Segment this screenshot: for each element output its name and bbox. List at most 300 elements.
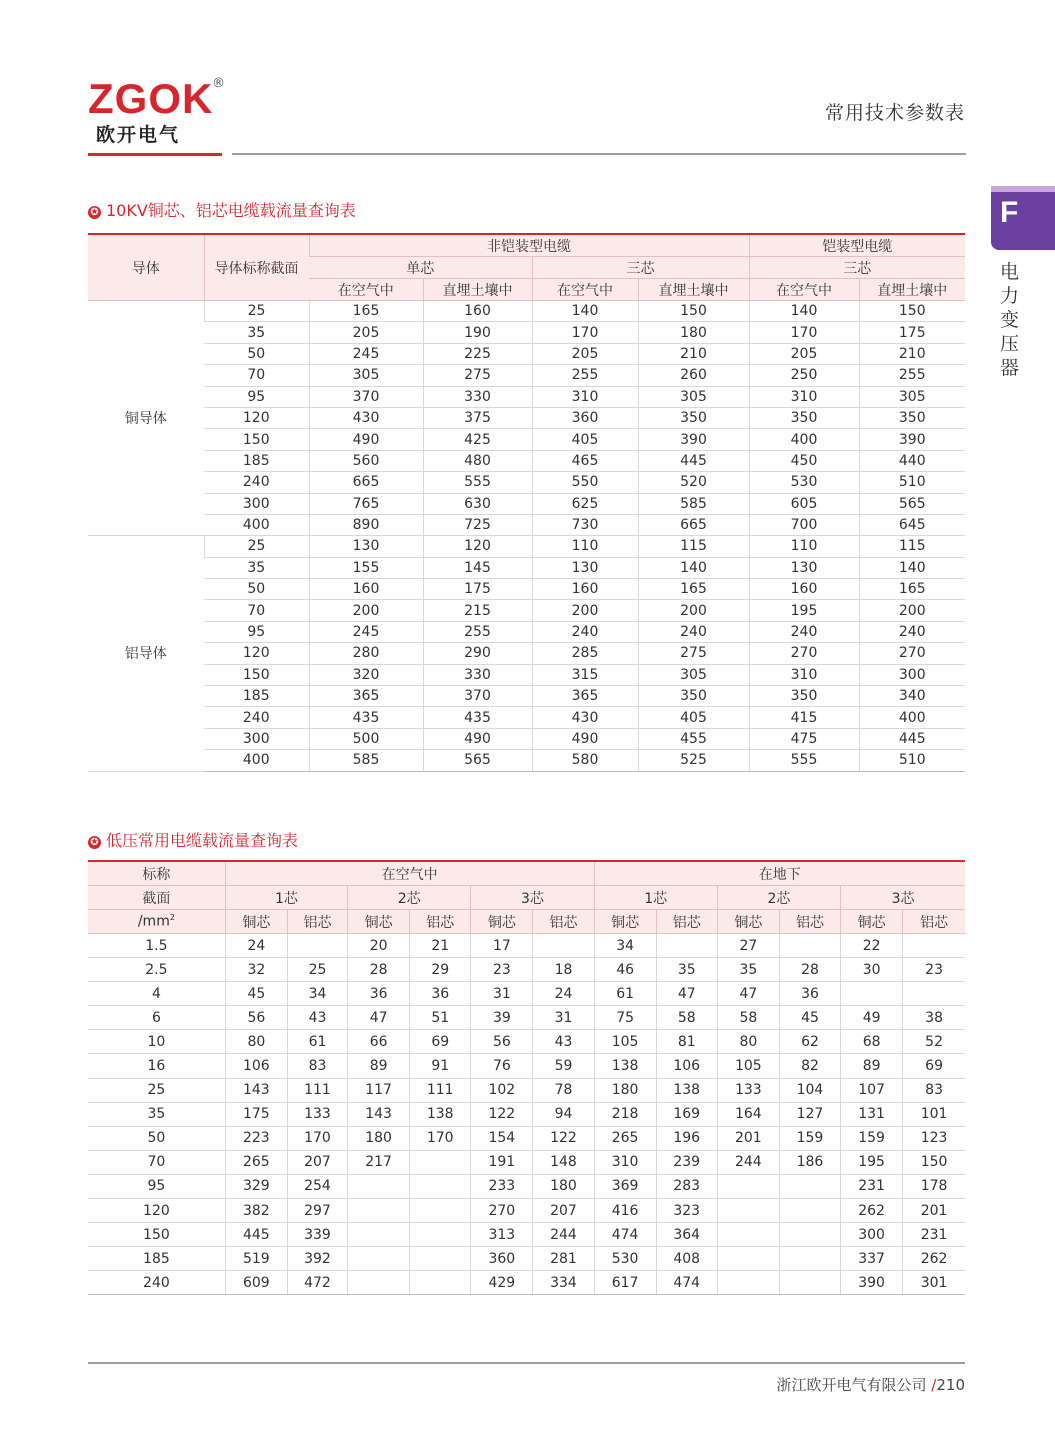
current-cell bbox=[410, 1150, 471, 1174]
current-cell: 455 bbox=[638, 728, 749, 749]
current-cell: 69 bbox=[903, 1054, 965, 1078]
header-conductor-material: 铜芯 bbox=[841, 910, 903, 934]
current-cell: 133 bbox=[717, 1078, 779, 1102]
current-cell: 83 bbox=[903, 1078, 965, 1102]
current-cell bbox=[410, 1247, 471, 1271]
current-cell: 31 bbox=[533, 1006, 594, 1030]
current-cell: 330 bbox=[423, 386, 532, 407]
current-cell: 30 bbox=[841, 958, 903, 982]
current-cell: 148 bbox=[533, 1150, 594, 1174]
header-divider bbox=[232, 153, 966, 155]
header-in-air: 在空气中 bbox=[225, 861, 594, 886]
lv-cable-table bbox=[88, 860, 965, 1295]
current-cell: 290 bbox=[423, 643, 532, 664]
header-single-core: 单芯 bbox=[309, 257, 532, 279]
current-cell: 191 bbox=[471, 1150, 533, 1174]
current-cell: 265 bbox=[225, 1150, 287, 1174]
table-row bbox=[88, 322, 965, 343]
current-cell: 310 bbox=[594, 1150, 656, 1174]
table-row bbox=[88, 343, 965, 364]
header-in-soil: 直埋土壤中 bbox=[859, 279, 965, 301]
current-cell: 186 bbox=[779, 1150, 840, 1174]
section-size-cell: 35 bbox=[204, 322, 309, 343]
section-size-cell: 185 bbox=[88, 1247, 225, 1271]
current-cell: 25 bbox=[287, 958, 347, 982]
section-size-cell: 240 bbox=[204, 472, 309, 493]
header-core-count: 2芯 bbox=[348, 886, 471, 910]
current-cell: 223 bbox=[225, 1126, 287, 1150]
current-cell: 530 bbox=[749, 472, 859, 493]
current-cell: 435 bbox=[309, 707, 423, 728]
current-cell: 400 bbox=[859, 707, 965, 728]
header-conductor-material: 铝芯 bbox=[410, 910, 471, 934]
current-cell: 350 bbox=[638, 686, 749, 707]
current-cell: 105 bbox=[717, 1054, 779, 1078]
current-cell bbox=[410, 1223, 471, 1247]
current-cell: 245 bbox=[309, 343, 423, 364]
table-row bbox=[88, 686, 965, 707]
current-cell: 39 bbox=[471, 1006, 533, 1030]
current-cell: 138 bbox=[594, 1054, 656, 1078]
current-cell: 231 bbox=[903, 1223, 965, 1247]
current-cell: 130 bbox=[749, 557, 859, 578]
current-cell: 275 bbox=[638, 643, 749, 664]
current-cell: 110 bbox=[749, 536, 859, 557]
current-cell: 49 bbox=[841, 1006, 903, 1030]
current-cell: 435 bbox=[423, 707, 532, 728]
current-cell: 405 bbox=[638, 707, 749, 728]
current-cell: 465 bbox=[532, 450, 638, 471]
current-cell: 510 bbox=[859, 472, 965, 493]
current-cell: 196 bbox=[656, 1126, 717, 1150]
current-cell: 36 bbox=[410, 982, 471, 1006]
current-cell: 58 bbox=[717, 1006, 779, 1030]
current-cell: 301 bbox=[903, 1271, 965, 1295]
current-cell: 310 bbox=[749, 386, 859, 407]
current-cell: 78 bbox=[533, 1078, 594, 1102]
current-cell: 165 bbox=[859, 579, 965, 600]
current-cell: 244 bbox=[533, 1223, 594, 1247]
section-size-cell: 50 bbox=[204, 579, 309, 600]
header-in-soil: 直埋土壤中 bbox=[638, 279, 749, 301]
header-armored: 铠装型电缆 bbox=[749, 234, 965, 257]
current-cell: 165 bbox=[309, 301, 423, 322]
current-cell: 233 bbox=[471, 1174, 533, 1198]
current-cell: 69 bbox=[410, 1030, 471, 1054]
current-cell: 133 bbox=[287, 1102, 347, 1126]
bullet-icon: ✪ bbox=[88, 206, 101, 219]
current-cell: 313 bbox=[471, 1223, 533, 1247]
header-in-air: 在空气中 bbox=[749, 279, 859, 301]
current-cell: 240 bbox=[638, 621, 749, 642]
current-cell: 300 bbox=[859, 664, 965, 685]
current-cell: 207 bbox=[533, 1199, 594, 1223]
current-cell: 334 bbox=[533, 1271, 594, 1295]
header-underground: 在地下 bbox=[594, 861, 965, 886]
current-cell: 430 bbox=[532, 707, 638, 728]
header-in-air: 在空气中 bbox=[309, 279, 423, 301]
current-cell: 365 bbox=[532, 686, 638, 707]
current-cell: 364 bbox=[656, 1223, 717, 1247]
current-cell: 580 bbox=[532, 750, 638, 771]
current-cell: 525 bbox=[638, 750, 749, 771]
current-cell: 89 bbox=[348, 1054, 410, 1078]
current-cell: 24 bbox=[533, 982, 594, 1006]
section-size-cell: 150 bbox=[88, 1223, 225, 1247]
current-cell: 565 bbox=[859, 493, 965, 514]
table-row bbox=[88, 1078, 965, 1102]
current-cell: 111 bbox=[410, 1078, 471, 1102]
section-size-cell: 95 bbox=[204, 386, 309, 407]
current-cell: 339 bbox=[287, 1223, 347, 1247]
current-cell: 170 bbox=[287, 1126, 347, 1150]
current-cell: 36 bbox=[348, 982, 410, 1006]
section-size-cell: 300 bbox=[204, 728, 309, 749]
section-size-cell: 25 bbox=[88, 1078, 225, 1102]
section-size-cell: 16 bbox=[88, 1054, 225, 1078]
current-cell: 474 bbox=[656, 1271, 717, 1295]
current-cell: 625 bbox=[532, 493, 638, 514]
header-conductor-material: 铜芯 bbox=[225, 910, 287, 934]
current-cell: 350 bbox=[749, 407, 859, 428]
section2-title-text: 低压常用电缆载流量查询表 bbox=[106, 831, 299, 850]
current-cell bbox=[348, 1174, 410, 1198]
current-cell: 360 bbox=[532, 407, 638, 428]
current-cell: 35 bbox=[717, 958, 779, 982]
current-cell: 200 bbox=[859, 600, 965, 621]
current-cell: 45 bbox=[225, 982, 287, 1006]
current-cell: 107 bbox=[841, 1078, 903, 1102]
current-cell: 265 bbox=[594, 1126, 656, 1150]
logo-underline bbox=[88, 153, 222, 156]
current-cell: 23 bbox=[471, 958, 533, 982]
table-row bbox=[88, 982, 965, 1006]
current-cell: 200 bbox=[638, 600, 749, 621]
section1-title-text: 10KV铜芯、铝芯电缆载流量查询表 bbox=[106, 201, 356, 220]
current-cell: 205 bbox=[749, 343, 859, 364]
header-core-count: 1芯 bbox=[225, 886, 347, 910]
section-size-cell: 300 bbox=[204, 493, 309, 514]
table-row bbox=[88, 579, 965, 600]
current-cell: 700 bbox=[749, 514, 859, 535]
current-cell: 510 bbox=[859, 750, 965, 771]
current-cell: 297 bbox=[287, 1199, 347, 1223]
section-size-cell: 25 bbox=[204, 301, 309, 322]
current-cell bbox=[410, 1199, 471, 1223]
current-cell bbox=[779, 1199, 840, 1223]
current-cell: 62 bbox=[779, 1030, 840, 1054]
current-cell: 370 bbox=[423, 686, 532, 707]
current-cell: 80 bbox=[225, 1030, 287, 1054]
table-row bbox=[88, 301, 965, 322]
current-cell: 890 bbox=[309, 514, 423, 535]
current-cell: 730 bbox=[532, 514, 638, 535]
current-cell: 160 bbox=[309, 579, 423, 600]
section-size-cell: 1.5 bbox=[88, 934, 225, 958]
current-cell: 51 bbox=[410, 1006, 471, 1030]
current-cell: 127 bbox=[779, 1102, 840, 1126]
current-cell: 159 bbox=[841, 1126, 903, 1150]
section-size-cell: 120 bbox=[204, 643, 309, 664]
current-cell: 58 bbox=[656, 1006, 717, 1030]
current-cell: 56 bbox=[225, 1006, 287, 1030]
table-row bbox=[88, 958, 965, 982]
current-cell: 445 bbox=[859, 728, 965, 749]
current-cell: 31 bbox=[471, 982, 533, 1006]
section-size-cell: 150 bbox=[204, 429, 309, 450]
current-cell: 262 bbox=[903, 1247, 965, 1271]
current-cell bbox=[903, 982, 965, 1006]
unit-text: /mm bbox=[137, 913, 170, 930]
current-cell: 130 bbox=[309, 536, 423, 557]
current-cell: 165 bbox=[638, 579, 749, 600]
current-cell: 61 bbox=[287, 1030, 347, 1054]
current-cell bbox=[779, 1223, 840, 1247]
table-row bbox=[88, 1054, 965, 1078]
current-cell: 605 bbox=[749, 493, 859, 514]
current-cell bbox=[717, 1199, 779, 1223]
header-core-count: 3芯 bbox=[841, 886, 965, 910]
registered-mark: ® bbox=[212, 76, 225, 91]
current-cell: 445 bbox=[225, 1223, 287, 1247]
current-cell: 47 bbox=[348, 1006, 410, 1030]
current-cell: 195 bbox=[749, 600, 859, 621]
current-cell: 17 bbox=[471, 934, 533, 958]
header-conductor-material: 铜芯 bbox=[348, 910, 410, 934]
header-in-air: 在空气中 bbox=[532, 279, 638, 301]
current-cell: 138 bbox=[656, 1078, 717, 1102]
section-size-cell: 400 bbox=[204, 514, 309, 535]
conductor-group-label: 铜导体 bbox=[88, 301, 204, 536]
current-cell: 350 bbox=[859, 407, 965, 428]
header-nominal: 标称 bbox=[88, 861, 225, 886]
section-size-cell: 150 bbox=[204, 664, 309, 685]
current-cell: 120 bbox=[423, 536, 532, 557]
current-cell: 390 bbox=[841, 1271, 903, 1295]
current-cell: 425 bbox=[423, 429, 532, 450]
brand-cn-name: 欧开电气 bbox=[96, 124, 181, 146]
current-cell: 175 bbox=[225, 1102, 287, 1126]
current-cell: 310 bbox=[749, 664, 859, 685]
footer-separator: / bbox=[931, 1376, 937, 1394]
current-cell: 280 bbox=[309, 643, 423, 664]
table-row bbox=[88, 1223, 965, 1247]
current-cell: 22 bbox=[841, 934, 903, 958]
current-cell: 117 bbox=[348, 1078, 410, 1102]
current-cell: 130 bbox=[532, 557, 638, 578]
current-cell: 262 bbox=[841, 1199, 903, 1223]
current-cell: 201 bbox=[903, 1199, 965, 1223]
current-cell: 630 bbox=[423, 493, 532, 514]
current-cell: 83 bbox=[287, 1054, 347, 1078]
current-cell: 178 bbox=[903, 1174, 965, 1198]
current-cell: 59 bbox=[533, 1054, 594, 1078]
table-row bbox=[88, 664, 965, 685]
current-cell: 115 bbox=[638, 536, 749, 557]
current-cell: 160 bbox=[532, 579, 638, 600]
current-cell: 18 bbox=[533, 958, 594, 982]
current-cell: 34 bbox=[287, 982, 347, 1006]
current-cell: 765 bbox=[309, 493, 423, 514]
current-cell: 175 bbox=[859, 322, 965, 343]
current-cell bbox=[717, 1223, 779, 1247]
header-conductor-material: 铜芯 bbox=[717, 910, 779, 934]
current-cell: 170 bbox=[410, 1126, 471, 1150]
current-cell: 123 bbox=[903, 1126, 965, 1150]
current-cell: 370 bbox=[309, 386, 423, 407]
current-cell bbox=[779, 934, 840, 958]
current-cell: 270 bbox=[471, 1199, 533, 1223]
current-cell: 205 bbox=[532, 343, 638, 364]
table-row bbox=[88, 493, 965, 514]
current-cell: 154 bbox=[471, 1126, 533, 1150]
table-row bbox=[88, 934, 965, 958]
chapter-label: 电力变压器 bbox=[1000, 261, 1020, 379]
footer-company: 浙江欧开电气有限公司 bbox=[776, 1376, 927, 1394]
current-cell: 150 bbox=[638, 301, 749, 322]
current-cell: 270 bbox=[859, 643, 965, 664]
current-cell: 104 bbox=[779, 1078, 840, 1102]
current-cell bbox=[348, 1199, 410, 1223]
current-cell: 68 bbox=[841, 1030, 903, 1054]
current-cell: 207 bbox=[287, 1150, 347, 1174]
current-cell: 105 bbox=[594, 1030, 656, 1054]
current-cell: 122 bbox=[471, 1102, 533, 1126]
table-row bbox=[88, 600, 965, 621]
current-cell bbox=[287, 934, 347, 958]
current-cell: 474 bbox=[594, 1223, 656, 1247]
current-cell: 34 bbox=[594, 934, 656, 958]
current-cell: 665 bbox=[309, 472, 423, 493]
hv-cable-table bbox=[88, 233, 965, 772]
current-cell: 75 bbox=[594, 1006, 656, 1030]
header-conductor-material: 铝芯 bbox=[656, 910, 717, 934]
current-cell: 143 bbox=[225, 1078, 287, 1102]
section-size-cell: 240 bbox=[88, 1271, 225, 1295]
header-core-count: 1芯 bbox=[594, 886, 717, 910]
current-cell: 201 bbox=[717, 1126, 779, 1150]
current-cell: 56 bbox=[471, 1030, 533, 1054]
footer bbox=[777, 1374, 966, 1395]
current-cell: 240 bbox=[749, 621, 859, 642]
current-cell: 160 bbox=[423, 301, 532, 322]
current-cell: 390 bbox=[859, 429, 965, 450]
current-cell: 392 bbox=[287, 1247, 347, 1271]
current-cell: 32 bbox=[225, 958, 287, 982]
section-size-cell: 50 bbox=[88, 1126, 225, 1150]
current-cell: 270 bbox=[749, 643, 859, 664]
header-conductor: 导体 bbox=[88, 234, 204, 301]
current-cell: 29 bbox=[410, 958, 471, 982]
section-size-cell: 25 bbox=[204, 536, 309, 557]
current-cell: 305 bbox=[638, 386, 749, 407]
current-cell: 131 bbox=[841, 1102, 903, 1126]
current-cell: 390 bbox=[638, 429, 749, 450]
current-cell: 472 bbox=[287, 1271, 347, 1295]
section-size-cell: 70 bbox=[204, 365, 309, 386]
current-cell: 475 bbox=[749, 728, 859, 749]
current-cell: 490 bbox=[309, 429, 423, 450]
table-row bbox=[88, 1174, 965, 1198]
current-cell: 106 bbox=[656, 1054, 717, 1078]
current-cell: 585 bbox=[309, 750, 423, 771]
table-row bbox=[88, 365, 965, 386]
table-row bbox=[88, 643, 965, 664]
header-conductor-material: 铝芯 bbox=[533, 910, 594, 934]
current-cell: 239 bbox=[656, 1150, 717, 1174]
table-row bbox=[88, 1030, 965, 1054]
header-conductor-material: 铝芯 bbox=[903, 910, 965, 934]
current-cell: 20 bbox=[348, 934, 410, 958]
current-cell: 519 bbox=[225, 1247, 287, 1271]
current-cell: 180 bbox=[594, 1078, 656, 1102]
current-cell: 225 bbox=[423, 343, 532, 364]
current-cell: 450 bbox=[749, 450, 859, 471]
section-size-cell: 185 bbox=[204, 450, 309, 471]
current-cell: 122 bbox=[533, 1126, 594, 1150]
current-cell: 43 bbox=[533, 1030, 594, 1054]
current-cell: 260 bbox=[638, 365, 749, 386]
current-cell: 430 bbox=[309, 407, 423, 428]
current-cell: 330 bbox=[423, 664, 532, 685]
table-row bbox=[88, 1199, 965, 1223]
current-cell: 305 bbox=[859, 386, 965, 407]
current-cell bbox=[903, 934, 965, 958]
current-cell: 375 bbox=[423, 407, 532, 428]
header-unit bbox=[88, 910, 225, 934]
current-cell bbox=[533, 934, 594, 958]
header-conductor-material: 铜芯 bbox=[594, 910, 656, 934]
current-cell: 101 bbox=[903, 1102, 965, 1126]
section-size-cell: 240 bbox=[204, 707, 309, 728]
current-cell: 315 bbox=[532, 664, 638, 685]
current-cell: 215 bbox=[423, 600, 532, 621]
current-cell: 565 bbox=[423, 750, 532, 771]
header-in-soil: 直埋土壤中 bbox=[423, 279, 532, 301]
current-cell bbox=[779, 1271, 840, 1295]
current-cell: 180 bbox=[348, 1126, 410, 1150]
current-cell: 80 bbox=[717, 1030, 779, 1054]
current-cell: 36 bbox=[779, 982, 840, 1006]
current-cell: 350 bbox=[749, 686, 859, 707]
current-cell bbox=[410, 1271, 471, 1295]
current-cell: 285 bbox=[532, 643, 638, 664]
current-cell: 255 bbox=[532, 365, 638, 386]
current-cell: 555 bbox=[423, 472, 532, 493]
current-cell: 66 bbox=[348, 1030, 410, 1054]
current-cell: 360 bbox=[471, 1247, 533, 1271]
table-row bbox=[88, 407, 965, 428]
current-cell: 106 bbox=[225, 1054, 287, 1078]
current-cell: 725 bbox=[423, 514, 532, 535]
current-cell: 140 bbox=[859, 557, 965, 578]
current-cell: 169 bbox=[656, 1102, 717, 1126]
current-cell: 150 bbox=[859, 301, 965, 322]
section-size-cell: 120 bbox=[204, 407, 309, 428]
current-cell: 240 bbox=[859, 621, 965, 642]
table-row bbox=[88, 1102, 965, 1126]
header-unarmored: 非铠装型电缆 bbox=[309, 234, 749, 257]
current-cell: 382 bbox=[225, 1199, 287, 1223]
current-cell: 255 bbox=[423, 621, 532, 642]
current-cell: 408 bbox=[656, 1247, 717, 1271]
current-cell: 81 bbox=[656, 1030, 717, 1054]
footer-divider bbox=[88, 1362, 965, 1364]
current-cell: 170 bbox=[532, 322, 638, 343]
current-cell: 28 bbox=[348, 958, 410, 982]
current-cell: 23 bbox=[903, 958, 965, 982]
current-cell: 560 bbox=[309, 450, 423, 471]
